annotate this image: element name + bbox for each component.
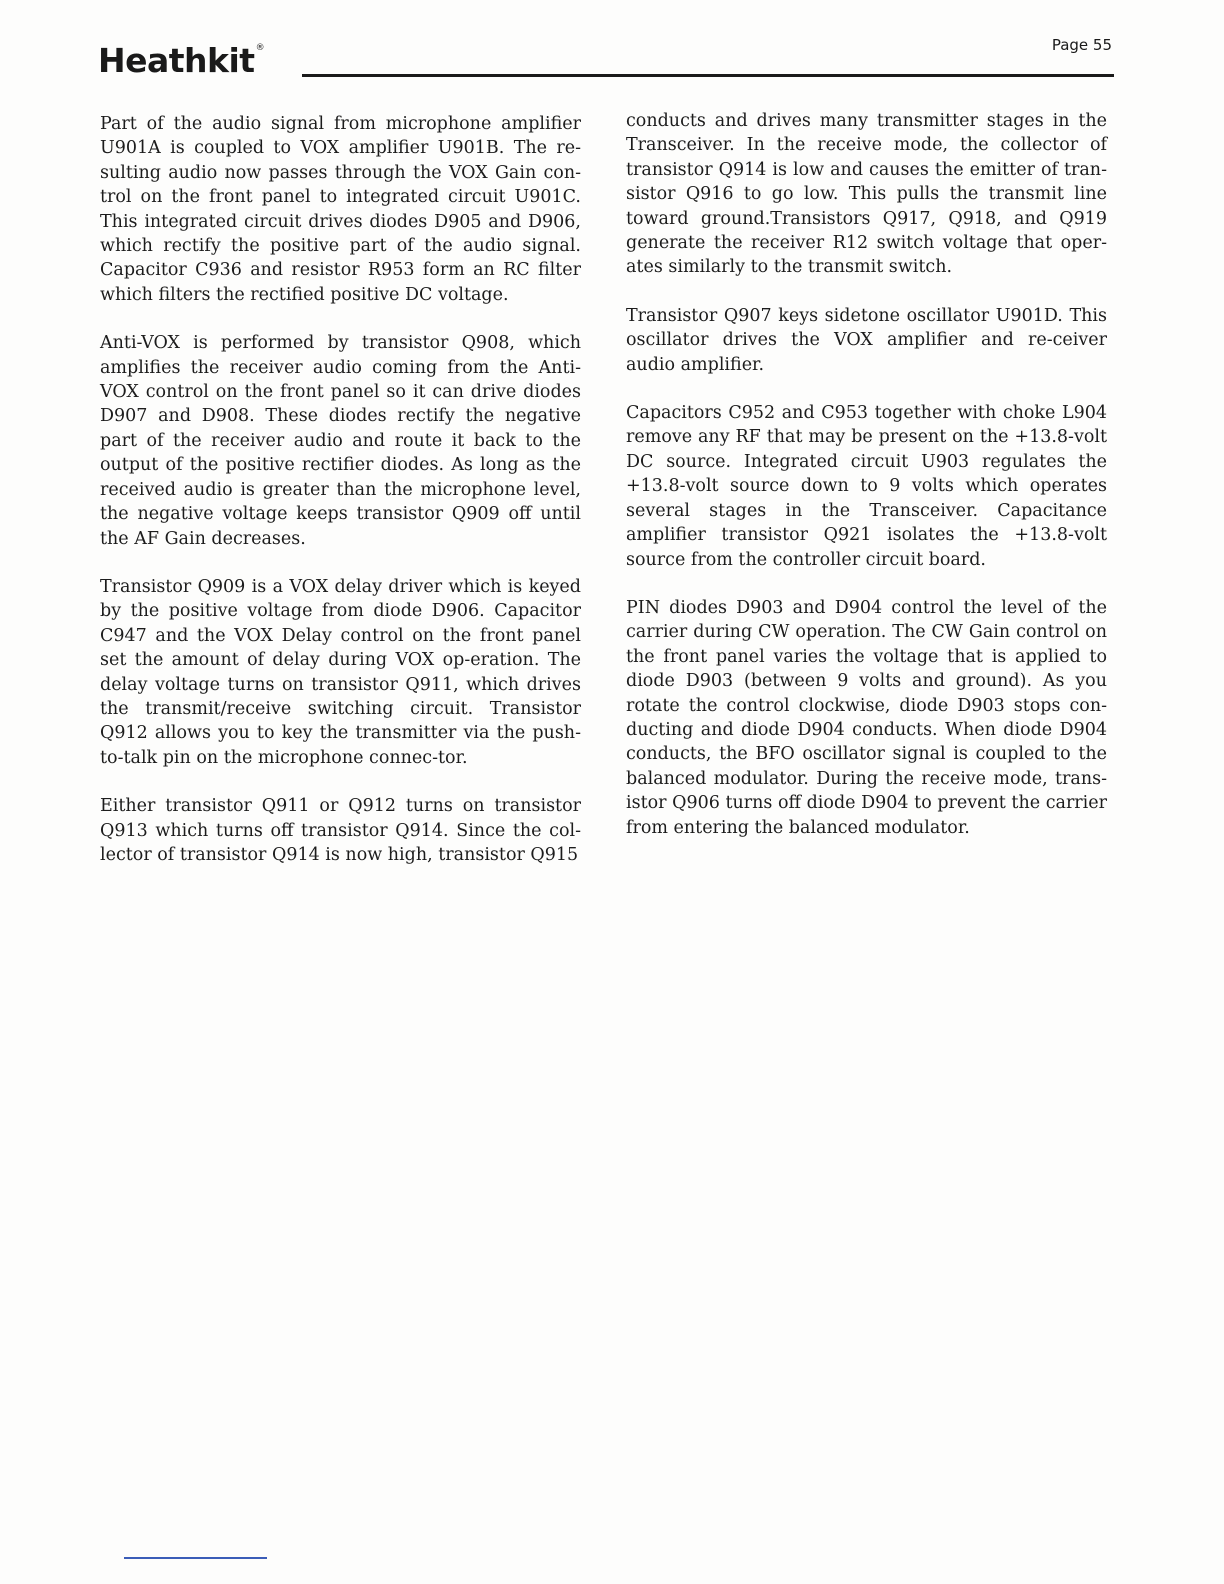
page-header <box>98 36 1116 86</box>
brand-logo <box>98 41 265 80</box>
paragraph: Transistor Q909 is a VOX delay driver which is keyed by the positive voltage from diode D906. Capacitor C947 and the VOX Delay control on the front panel set the amount of delay during VOX op-eration. The delay voltage turns on transistor Q911, which drives the transmit/receive switching circuit. Transistor Q912 allows you to key the transmitter via the push-to-talk pin on the microphone connec-tor. <box>100 576 581 768</box>
paragraph: PIN diodes D903 and D904 control the level of the carrier during CW operation. The CW Gain control on the front panel varies the voltage that is applied to diode D903 (between 9 volts and ground). As you rotate the control clockwise, diode D903 stops con-ducting and diode D904 conducts. When diode D904 conducts, the BFO oscillator signal is coupled to the balanced modulator. During the receive mode, trans-istor Q906 turns off diode D904 to prevent the carrier from entering the balanced modulator. <box>626 597 1107 838</box>
registered-mark: ® <box>255 43 265 53</box>
paragraph: Anti-VOX is performed by transistor Q908, which amplifies the receiver audio coming from the Anti-VOX control on the front panel so it can drive diodes D907 and D908. These diodes rectify the negative part of the receiver audio and route it back to the output of the positive rectifier diodes. As long as the received audio is greater than the microphone level, the negative voltage keeps transistor Q909 off until the AF Gain decreases. <box>100 333 581 549</box>
paragraph: Transistor Q907 keys sidetone oscillator U901D. This oscillator drives the VOX amplifier and re-ceiver audio amplifier. <box>626 305 1107 375</box>
header-rule <box>302 74 1114 77</box>
paragraph: Part of the audio signal from microphone amplifier U901A is coupled to VOX amplifier U901B. The re-sulting audio now passes through the VOX Gain con-trol on the front panel to integrated circuit U901C. This integrated circuit drives diodes D905 and D906, which rectify the positive part of the audio signal. Capacitor C936 and resistor R953 form an RC filter which filters the rectified positive DC voltage. <box>100 114 581 305</box>
left-column <box>100 112 581 891</box>
brand-name: Heathkit <box>98 41 255 80</box>
paragraph: conducts and drives many transmitter stages in the Transceiver. In the receive mode, the collector of transistor Q914 is low and causes the emitter of tran-sistor Q916 to go low. This pulls the transmit line toward ground.Transistors Q917, Q918, and Q919 generate the receiver R12 switch voltage that oper-ates similarly to the transmit switch. <box>626 111 1107 278</box>
right-column <box>626 109 1107 864</box>
footer-rule <box>124 1557 267 1559</box>
paragraph: Capacitors C952 and C953 together with choke L904 remove any RF that may be present on the +13.8-volt DC source. Integrated circuit U903 regulates the +13.8-volt source down to 9 volts which operates several stages in the Transceiver. Capacitance amplifier transistor Q921 isolates the +13.8-volt source from the controller circuit board. <box>626 403 1107 570</box>
page-number: Page 55 <box>1051 36 1112 54</box>
paragraph: Either transistor Q911 or Q912 turns on transistor Q913 which turns off transistor Q914. Since the col-lector of transistor Q914 is now high, transistor Q915 <box>100 796 581 865</box>
